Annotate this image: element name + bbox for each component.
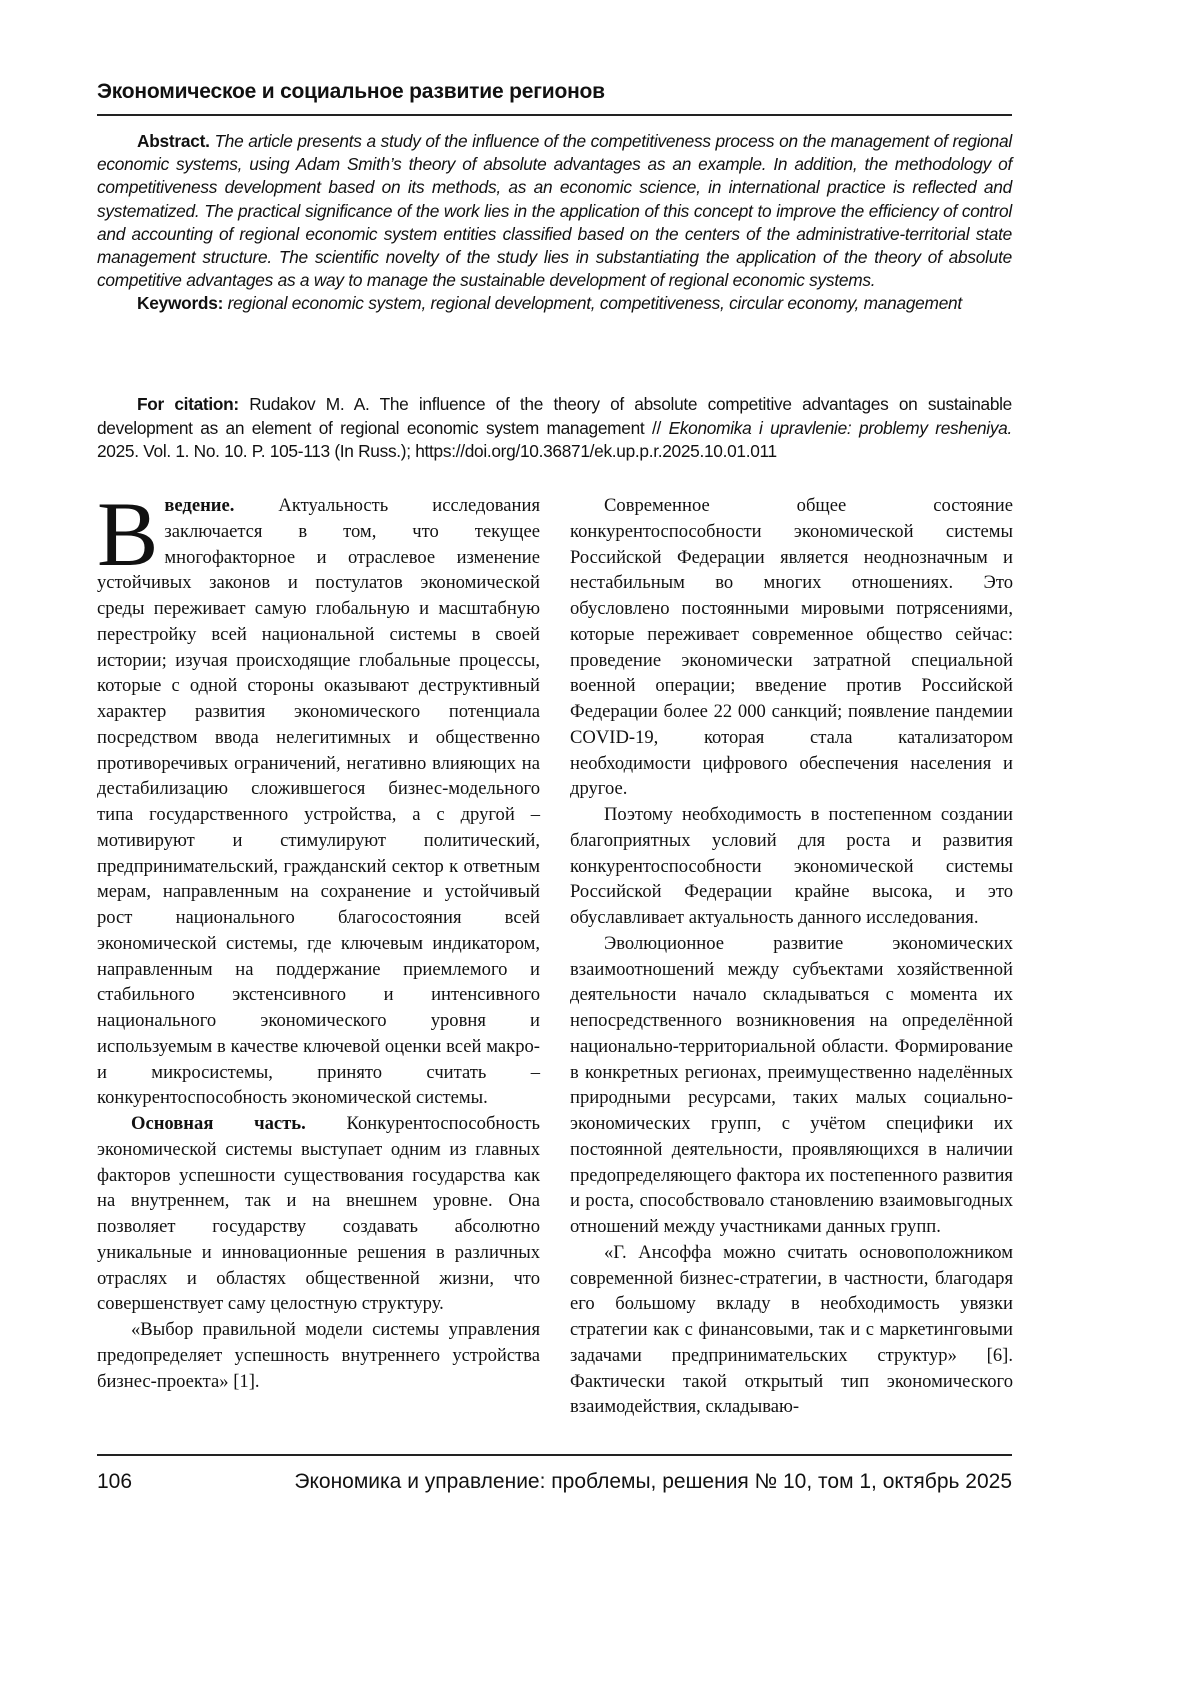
intro-paragraph — [97, 493, 540, 1111]
keywords-text: regional economic system, regional development, competitiveness, circular economy, management — [228, 293, 962, 313]
quote-paragraph: «Выбор правильной модели системы управления предопределяет успешность внутреннего устройства бизнес-проекта» [1]. — [97, 1317, 540, 1394]
main-text: Конкурентоспособность экономической системы выступает одним из главных факторов успешности существования государства как на внутреннем, так и на внешнем уровне. Она позволяет государству создавать абсолютно уникальные и инновационные решения в различных отраслях и областях общественной жизни, что совершенствует саму целостную структуру. — [97, 1113, 540, 1314]
journal-info: Экономика и управление: проблемы, решения № 10, том 1, октябрь 2025 — [294, 1470, 1012, 1494]
section-title: Экономическое и социальное развитие регионов — [97, 80, 1012, 104]
citation-text: Rudakov M. A. The influence of the theory of absolute competitive advantages on sustainable development as an element of regional economic system management // — [97, 394, 1012, 438]
right-column — [570, 493, 1013, 1420]
citation-block — [97, 393, 1012, 464]
citation-label: For citation: — [137, 394, 239, 414]
abstract-block — [97, 130, 1012, 316]
left-column — [97, 493, 540, 1394]
main-paragraph — [97, 1111, 540, 1317]
citation-journal: Ekonomika i upravlenie: problemy resheniya. — [669, 418, 1012, 438]
intro-heading: ведение. — [164, 495, 234, 516]
keywords-label: Keywords: — [137, 293, 223, 313]
header-divider — [97, 114, 1012, 116]
paragraph: Поэтому необходимость в постепенном создании благоприятных условий для роста и развития конкурентоспособности экономической системы Российской Федерации крайне высока, и это обуславливает актуальность данного исследования. — [570, 802, 1013, 931]
drop-cap: В — [97, 499, 158, 569]
footer-divider — [97, 1454, 1012, 1456]
keywords-paragraph — [97, 292, 1012, 315]
paragraph: Эволюционное развитие экономических взаимоотношений между субъектами хозяйственной деятельности начало складываться с момента их непосредственного возникновения на определённой национально-территориальной области. Формирование в конкретных регионах, преимущественно наделённых природными ресурсами, таких малых социально-экономических групп, с учётом специфики их постоянной деятельности, проявляющихся в наличии предопределяющего фактора их постепенного развития и роста, способствовало становлению взаимовыгодных отношений между участниками данных групп. — [570, 931, 1013, 1240]
page-footer — [97, 1470, 1012, 1494]
page-number: 106 — [97, 1470, 132, 1494]
abstract-paragraph — [97, 130, 1012, 292]
abstract-label: Abstract. — [137, 131, 210, 151]
paragraph: «Г. Ансоффа можно считать основоположником современной бизнес-стратегии, в частности, благодаря его большому вкладу в необходимость увязки стратегии как с финансовыми, так и с маркетинговыми задачами предпринимательских структур» [6]. Фактически такой открытый тип экономического взаимодействия, складываю- — [570, 1240, 1013, 1420]
citation-details: 2025. Vol. 1. No. 10. P. 105-113 (In Russ.); https://doi.org/10.36871/ek.up.p.r.2025.10.01.011 — [97, 441, 777, 461]
main-heading: Основная часть. — [131, 1113, 306, 1134]
paragraph: Современное общее состояние конкурентоспособности экономической системы Российской Федерации является неоднозначным и нестабильным во многих отношениях. Это обусловлено постоянными мировыми потрясениями, которые переживает современное общество сейчас: проведение экономически затратной специальной военной операции; введение против Российской Федерации более 22 000 санкций; появление пандемии COVID-19, которая стала катализатором необходимости цифрового обеспечения населения и другое. — [570, 493, 1013, 802]
intro-text: Актуальность исследования заключается в том, что текущее многофакторное и отраслевое изменение устойчивых законов и постулатов экономической среды переживает самую глобальную и масштабную перестройку всей национальной системы в своей истории; изучая происходящие глобальные процессы, которые с одной стороны оказывают деструктивный характер развития экономического потенциала посредством ввода нелегитимных и общественно противоречивых ограничений, негативно влияющих на дестабилизацию сложившегося бизнес-модельного типа государственного устройства, а с другой – мотивируют и стимулируют политический, предпринимательский, гражданский сектор к ответным мерам, направленным на сохранение и устойчивый рост национального благосостояния всей экономической системы, где ключевым индикатором, направленным на поддержание приемлемого и стабильного экстенсивного и интенсивного национального экономического уровня и используемым в качестве ключевой оценки всей макро- и микросистемы, принято считать – конкурентоспособность экономической системы. — [97, 495, 540, 1108]
abstract-text: The article presents a study of the influence of the competitiveness process on the management of regional economic systems, using Adam Smith’s theory of absolute advantages as an example. In addition, the methodology of competitiveness development based on its methods, as an economic science, in international practice is reflected and systematized. The practical significance of the work lies in the application of this concept to improve the efficiency of control and accounting of regional economic system entities classified based on the centers of the administrative-territorial state management structure. The scientific novelty of the study lies in substantiating the application of the theory of absolute competitive advantages as a way to manage the sustainable development of regional economic systems. — [97, 131, 1012, 290]
